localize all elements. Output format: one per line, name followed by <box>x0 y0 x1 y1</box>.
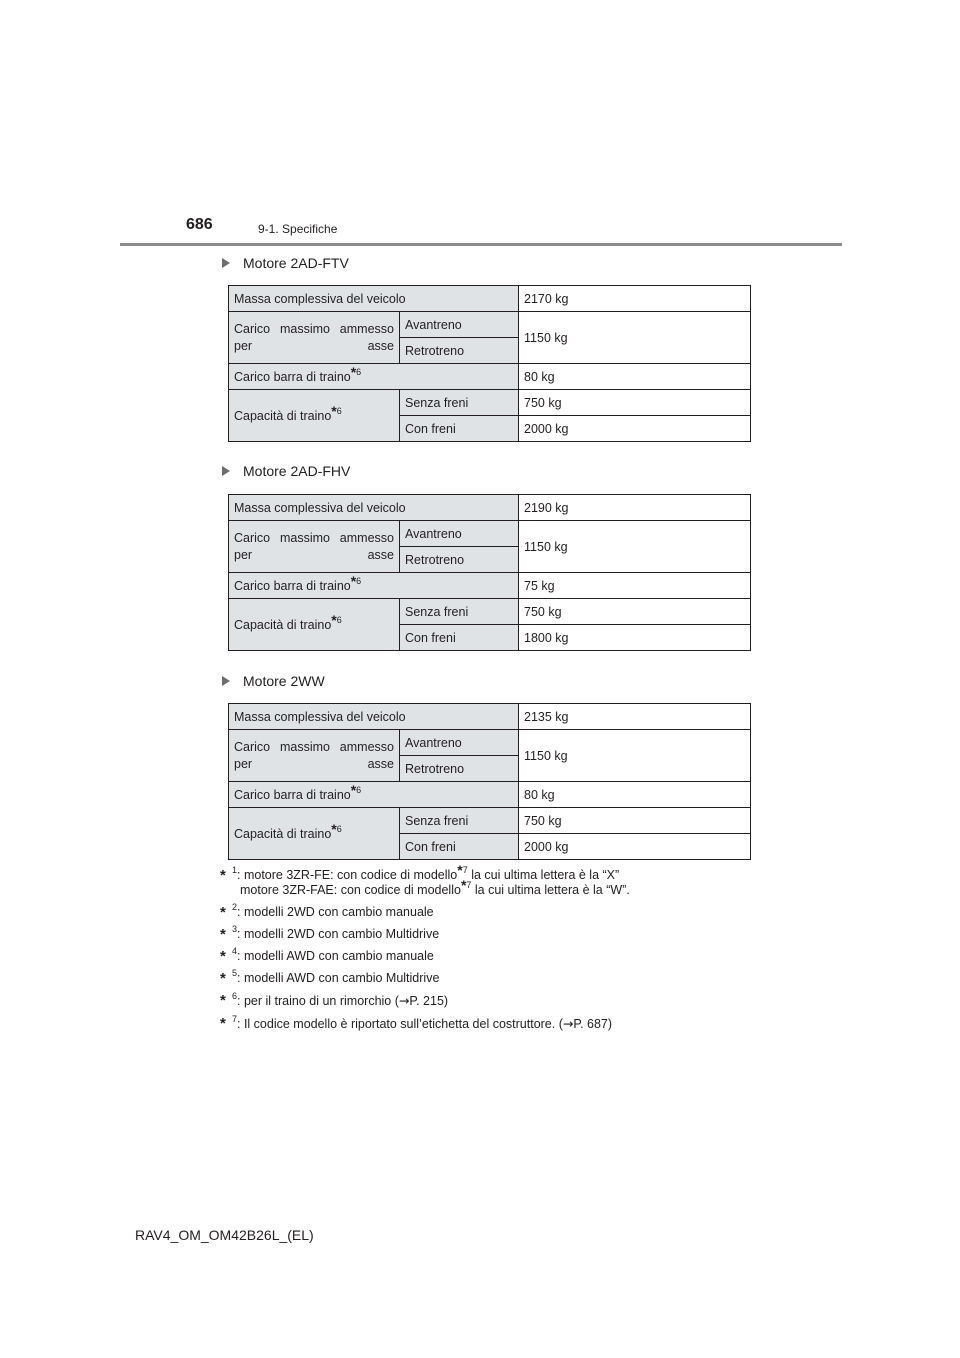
table-row <box>229 730 751 756</box>
table-row <box>229 521 751 547</box>
footnote-body <box>232 968 760 986</box>
footnote-text: la cui ultima lettera è la “W”. <box>471 883 630 897</box>
section-heading-label: Motore 2WW <box>243 673 325 689</box>
rear-axle-label: Retrotreno <box>400 756 519 782</box>
footnote-line <box>232 862 760 883</box>
footnote-ref[interactable]: 6 <box>356 784 362 795</box>
footnote-asterisk: * <box>220 867 226 884</box>
axle-load-label: Carico massimo ammesso per asse <box>229 730 400 782</box>
footnote-asterisk: * <box>331 820 337 837</box>
footnote-ref[interactable]: 6 <box>356 575 362 586</box>
footnote-asterisk: * <box>220 948 226 965</box>
towbar-load-text: Carico barra di traino <box>234 369 351 384</box>
footnote-number: 3 <box>232 924 238 934</box>
triangle-bullet-icon <box>222 258 230 268</box>
front-axle-label: Avantreno <box>400 521 519 547</box>
footnote-asterisk: * <box>220 926 226 943</box>
rear-axle-label: Retrotreno <box>400 338 519 364</box>
braked-label: Con freni <box>400 625 519 651</box>
towbar-load-label <box>229 573 519 599</box>
table-row <box>229 808 751 834</box>
footnote-2 <box>220 902 760 921</box>
towbar-load-label <box>229 782 519 808</box>
towbar-load-value: 80 kg <box>519 364 751 390</box>
unbraked-value: 750 kg <box>519 808 751 834</box>
footnote-text: : modelli 2WD con cambio manuale <box>237 905 434 919</box>
section-heading-2ad-ftv <box>222 255 349 271</box>
arrow-right-icon: → <box>562 1016 574 1031</box>
gross-mass-value: 2135 kg <box>519 704 751 730</box>
footnote-text: la cui ultima lettera è la “X” <box>467 868 620 882</box>
footnotes <box>220 862 760 1039</box>
footnote-ref[interactable]: 6 <box>336 823 342 834</box>
gross-mass-label: Massa complessiva del veicolo <box>229 704 519 730</box>
axle-load-value: 1150 kg <box>519 312 751 364</box>
footnote-ref[interactable]: 7 <box>466 880 472 890</box>
footnote-text: motore 3ZR-FAE: con codice di modello <box>240 883 461 897</box>
towing-capacity-text: Capacità di traino <box>234 408 332 423</box>
towing-capacity-text: Capacità di traino <box>234 826 332 841</box>
footnote-asterisk: * <box>220 970 226 987</box>
spec-table-2ad-ftv <box>228 285 751 442</box>
braked-value: 2000 kg <box>519 834 751 860</box>
towing-capacity-label <box>229 599 400 651</box>
footnote-asterisk: * <box>350 781 357 798</box>
page-number: 686 <box>186 216 213 233</box>
table-row <box>229 312 751 338</box>
footnote-7 <box>220 1016 760 1032</box>
section-heading-2ad-fhv <box>222 463 350 479</box>
gross-mass-label: Massa complessiva del veicolo <box>229 495 519 521</box>
footnote-5 <box>220 968 760 987</box>
unbraked-label: Senza freni <box>400 808 519 834</box>
triangle-bullet-icon <box>222 466 230 476</box>
table-row <box>229 599 751 625</box>
braked-value: 2000 kg <box>519 416 751 442</box>
footnote-body <box>232 924 760 942</box>
towbar-load-value: 80 kg <box>519 782 751 808</box>
footnote-line <box>232 877 760 898</box>
table-row <box>229 495 751 521</box>
footnote-number: 2 <box>232 902 238 912</box>
footnote-number: 1 <box>232 865 238 875</box>
section-title: 9-1. Specifiche <box>258 222 338 236</box>
spec-table-2ad-fhv <box>228 494 751 651</box>
towing-capacity-label <box>229 390 400 442</box>
footnote-body <box>232 993 760 1009</box>
table-row <box>229 782 751 808</box>
footnote-number: 7 <box>232 1014 238 1024</box>
footnote-asterisk: * <box>350 363 357 380</box>
footnote-number: 5 <box>232 968 238 978</box>
section-heading-2ww <box>222 673 325 689</box>
towbar-load-value: 75 kg <box>519 573 751 599</box>
footnote-text: : modelli AWD con cambio manuale <box>237 949 434 963</box>
towbar-load-text: Carico barra di traino <box>234 578 351 593</box>
towbar-load-label <box>229 364 519 390</box>
front-axle-label: Avantreno <box>400 730 519 756</box>
table-row <box>229 364 751 390</box>
unbraked-label: Senza freni <box>400 390 519 416</box>
footnote-body <box>232 946 760 964</box>
section-heading-label: Motore 2AD-FHV <box>243 463 351 479</box>
gross-mass-value: 2190 kg <box>519 495 751 521</box>
header-rule <box>120 243 842 246</box>
gross-mass-label: Massa complessiva del veicolo <box>229 286 519 312</box>
footnote-asterisk: * <box>350 572 357 589</box>
footnote-body <box>232 902 760 920</box>
unbraked-label: Senza freni <box>400 599 519 625</box>
footnote-text: : motore 3ZR-FE: con codice di modello <box>237 868 458 882</box>
unbraked-value: 750 kg <box>519 390 751 416</box>
axle-load-value: 1150 kg <box>519 730 751 782</box>
footnote-6 <box>220 993 760 1009</box>
spec-table-2ww <box>228 703 751 860</box>
footnote-ref[interactable]: 7 <box>462 865 468 875</box>
footnote-body <box>232 1016 760 1032</box>
axle-load-label: Carico massimo ammesso per asse <box>229 521 400 573</box>
footnote-text: : modelli 2WD con cambio Multidrive <box>237 927 440 941</box>
footnote-asterisk: * <box>220 904 226 921</box>
table-row <box>229 704 751 730</box>
footnote-asterisk: * <box>220 1015 226 1032</box>
towbar-load-text: Carico barra di traino <box>234 787 351 802</box>
footnote-ref[interactable]: 6 <box>336 405 342 416</box>
document-code: RAV4_OM_OM42B26L_(EL) <box>135 1227 314 1243</box>
footnote-asterisk: * <box>331 402 337 419</box>
braked-value: 1800 kg <box>519 625 751 651</box>
braked-label: Con freni <box>400 834 519 860</box>
footnote-1 <box>220 862 760 898</box>
towing-capacity-text: Capacità di traino <box>234 617 332 632</box>
axle-load-value: 1150 kg <box>519 521 751 573</box>
footnote-asterisk: * <box>331 611 337 628</box>
footnote-number: 6 <box>232 991 238 1001</box>
table-row <box>229 390 751 416</box>
page-reference-link[interactable]: P. 215) <box>409 994 449 1008</box>
footnote-ref[interactable]: 6 <box>356 366 362 377</box>
axle-load-label: Carico massimo ammesso per asse <box>229 312 400 364</box>
footnote-asterisk: * <box>460 877 467 893</box>
footnote-3 <box>220 924 760 943</box>
footnote-text: : per il traino di un rimorchio ( <box>237 994 399 1008</box>
arrow-right-icon: → <box>398 993 410 1008</box>
footnote-body <box>232 862 760 898</box>
section-heading-label: Motore 2AD-FTV <box>243 255 349 271</box>
footnote-text: : Il codice modello è riportato sull’etichetta del costruttore. ( <box>237 1017 563 1031</box>
footnote-4 <box>220 946 760 965</box>
table-row <box>229 573 751 599</box>
footnote-ref[interactable]: 6 <box>336 614 342 625</box>
braked-label: Con freni <box>400 416 519 442</box>
page-reference-link[interactable]: P. 687) <box>573 1017 613 1031</box>
footnote-asterisk: * <box>457 862 463 878</box>
towing-capacity-label <box>229 808 400 860</box>
footnote-asterisk: * <box>220 992 226 1009</box>
triangle-bullet-icon <box>222 676 230 686</box>
footnote-text: : modelli AWD con cambio Multidrive <box>237 971 440 985</box>
footnote-number: 4 <box>232 946 238 956</box>
unbraked-value: 750 kg <box>519 599 751 625</box>
table-row <box>229 286 751 312</box>
rear-axle-label: Retrotreno <box>400 547 519 573</box>
front-axle-label: Avantreno <box>400 312 519 338</box>
gross-mass-value: 2170 kg <box>519 286 751 312</box>
